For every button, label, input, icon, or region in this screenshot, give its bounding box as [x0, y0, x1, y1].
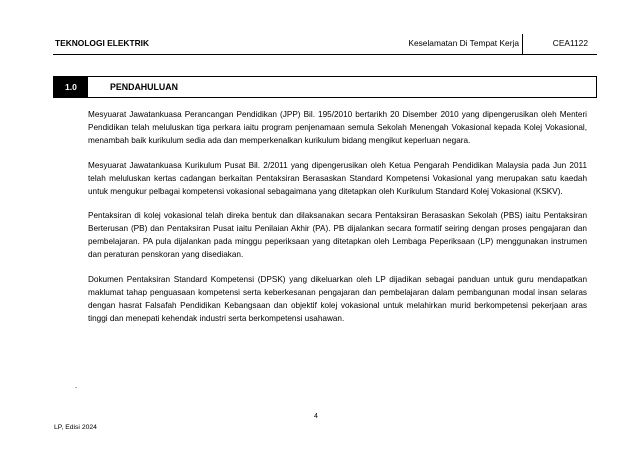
header-subject: TEKNOLOGI ELEKTRIK	[55, 38, 149, 48]
stray-mark: .	[75, 381, 78, 390]
header-code: CEA1122	[552, 38, 588, 48]
section-body	[88, 108, 587, 336]
paragraph-2: Mesyuarat Jawatankuasa Kurikulum Pusat Bil. 2/2011 yang dipengerusikan oleh Ketua Pengarah Pendidikan Malaysia pada Jun 2011 telah meluluskan kertas cadangan berkaitan Pentaksiran Berasaskan Standard Kompetensi Vokasional yang merupakan satu kaedah untuk mengukur pelbagai kompetensi vokasional sebagaimana yang ditetapkan oleh Kurikulum Standard Kolej Vokasional (KSKV).	[88, 160, 587, 196]
page-number: 4	[314, 413, 318, 420]
header-topic: Keselamatan Di Tempat Kerja	[408, 38, 519, 48]
paragraph-1: Mesyuarat Jawatankuasa Perancangan Pendidikan (JPP) Bil. 195/2010 bertarikh 20 Disember 2010 yang dipengerusikan oleh Menteri Pendidikan telah meluluskan tiga perkara iaitu program penjenamaan semula Sekolah Menengah Vokasional kepada Kolej Vokasional, menambah baik kurikulum sedia ada dan memperkenalkan kurikulum bidang mengikut keperluan negara.	[88, 110, 587, 145]
paragraph-4: Dokumen Pentaksiran Standard Kompetensi (DPSK) yang dikeluarkan oleh LP dijadikan sebagai panduan untuk guru mendapatkan maklumat tahap penguasaan kompetensi serta keberkesanan pengajaran dan pembelajaran dalam pembangunan modal insan selaras dengan hasrat Falsafah Pendidikan Kebangsaan dan objektif kolej vokasional untuk melahirkan murid berkompetensi pekerjaan aras tinggi dan menepati kehendak industri serta berkompetensi usahawan.	[88, 274, 587, 323]
header-divider	[522, 34, 523, 54]
paragraph-3: Pentaksiran di kolej vokasional telah direka bentuk dan dilaksanakan secara Pentaksiran Berasaskan Sekolah (PBS) iaitu Pentaksiran Berterusan (PB) dan Pentaksiran Pusat iaitu Penilaian Akhir (PA). PB dijalankan secara formatif seiring dengan proses pengajaran dan pembelajaran. PA pula dijalankan pada minggu peperiksaan yang ditetapkan oleh Lembaga Peperiksaan (LP) menggunakan instrumen dan peraturan penskoran yang disediakan.	[88, 211, 587, 260]
section-title: PENDAHULUAN	[110, 82, 178, 92]
page-header	[53, 32, 597, 55]
footer-edition: LP, Edisi 2024	[54, 424, 97, 431]
section-number: 1.0	[54, 77, 88, 97]
section-heading	[53, 76, 597, 98]
